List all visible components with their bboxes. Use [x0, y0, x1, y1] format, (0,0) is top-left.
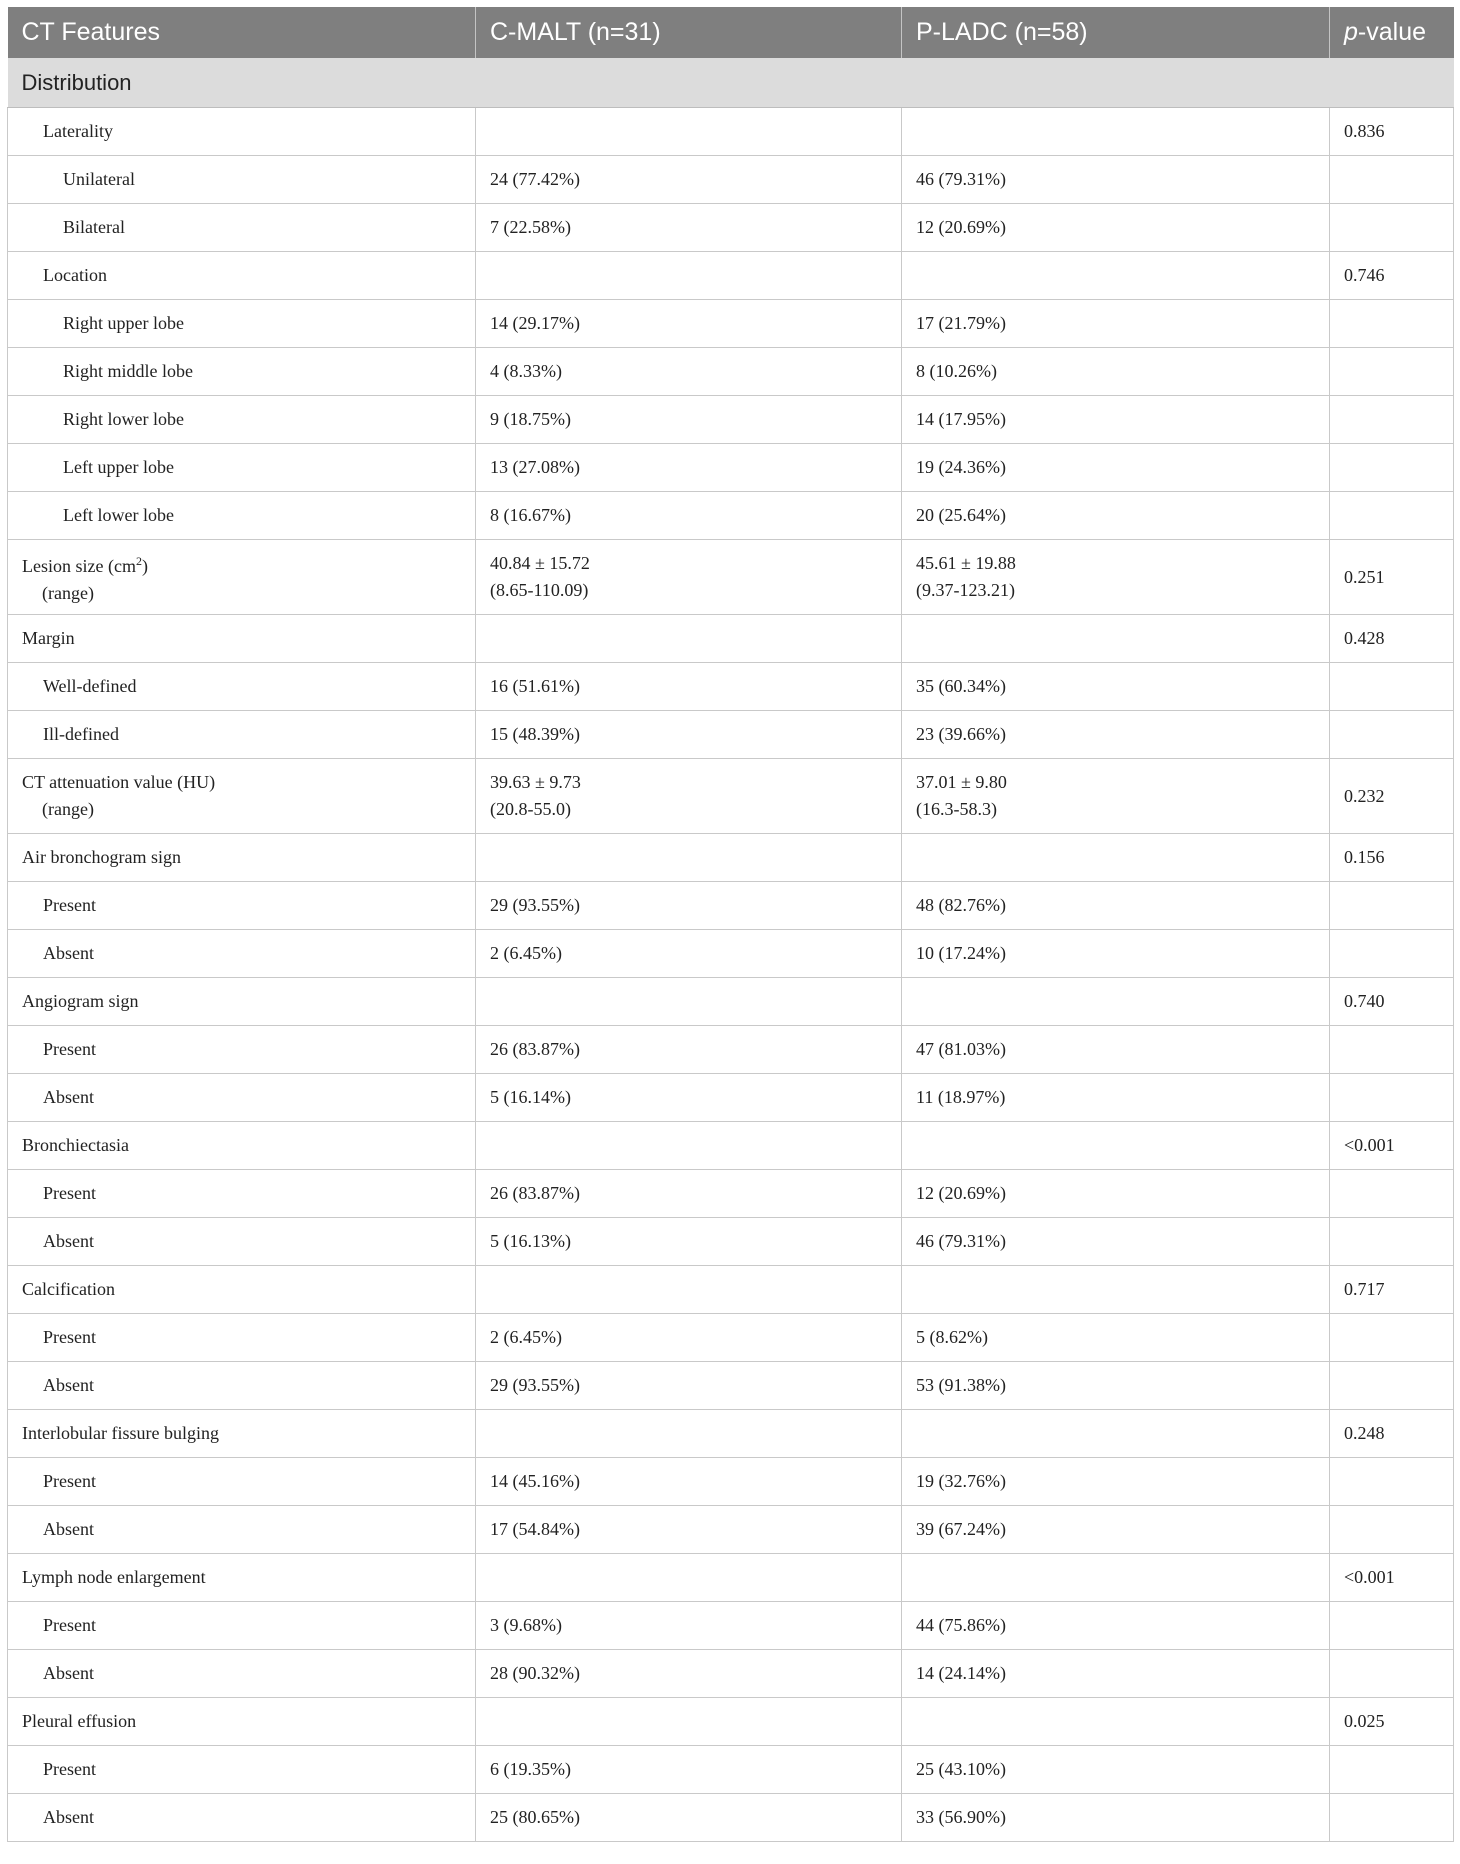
c-malt-cell — [476, 108, 902, 156]
p-ladc-cell: 19 (24.36%) — [902, 444, 1330, 492]
c-malt-cell — [476, 252, 902, 300]
row-label-line2: (range) — [42, 582, 94, 603]
p-value-cell: 0.746 — [1330, 252, 1454, 300]
p-ladc-cell: 14 (24.14%) — [902, 1650, 1330, 1698]
p-value-cell: <0.001 — [1330, 1554, 1454, 1602]
row-label-line1: CT attenuation value (HU) — [22, 772, 216, 792]
p-value-cell — [1330, 1170, 1454, 1218]
c-malt-cell: 29 (93.55%) — [476, 882, 902, 930]
c-malt-cell: 2 (6.45%) — [476, 1314, 902, 1362]
label-superscript: 2 — [135, 553, 142, 568]
table-row — [8, 540, 1454, 615]
c-malt-cell — [476, 1410, 902, 1458]
header-p-value — [1330, 7, 1454, 58]
p-value-cell — [1330, 1794, 1454, 1842]
table-row — [8, 1026, 1454, 1074]
table-row — [8, 1794, 1454, 1842]
p-ladc-cell: 19 (32.76%) — [902, 1458, 1330, 1506]
p-ladc-cell: 10 (17.24%) — [902, 930, 1330, 978]
c-malt-cell: 15 (48.39%) — [476, 711, 902, 759]
row-label: Absent — [8, 1074, 476, 1122]
row-label: Absent — [8, 1506, 476, 1554]
c-malt-cell — [476, 1554, 902, 1602]
p-ladc-cell — [902, 1698, 1330, 1746]
c-malt-cell: 24 (77.42%) — [476, 156, 902, 204]
row-label: Absent — [8, 1218, 476, 1266]
p-ladc-cell: 25 (43.10%) — [902, 1746, 1330, 1794]
table-row — [8, 1170, 1454, 1218]
table-row — [8, 1458, 1454, 1506]
c-malt-cell: 25 (80.65%) — [476, 1794, 902, 1842]
p-value-cell: 0.156 — [1330, 834, 1454, 882]
p-value-cell — [1330, 1602, 1454, 1650]
p-value-cell: 0.717 — [1330, 1266, 1454, 1314]
c-malt-cell — [476, 1266, 902, 1314]
c-malt-cell: 5 (16.13%) — [476, 1218, 902, 1266]
c-malt-cell — [476, 1698, 902, 1746]
c-malt-cell: 8 (16.67%) — [476, 492, 902, 540]
p-ladc-cell: 48 (82.76%) — [902, 882, 1330, 930]
table-row — [8, 348, 1454, 396]
p-value-cell — [1330, 1458, 1454, 1506]
p-value-cell — [1330, 711, 1454, 759]
table-row — [8, 1314, 1454, 1362]
row-label: Absent — [8, 930, 476, 978]
table-row — [8, 252, 1454, 300]
row-label: Bilateral — [8, 204, 476, 252]
row-label: Present — [8, 882, 476, 930]
p-value-cell: 0.248 — [1330, 1410, 1454, 1458]
p-ladc-cell — [902, 1410, 1330, 1458]
value-line2: (16.3-58.3) — [916, 799, 997, 819]
row-label: Present — [8, 1026, 476, 1074]
section-title: Distribution — [8, 58, 1454, 108]
table-row — [8, 1650, 1454, 1698]
p-ladc-cell — [902, 540, 1330, 615]
row-label: Absent — [8, 1794, 476, 1842]
p-ladc-cell — [902, 108, 1330, 156]
ct-features-table-wrapper — [7, 7, 1453, 1842]
p-value-cell — [1330, 348, 1454, 396]
table-row — [8, 204, 1454, 252]
p-ladc-cell: 12 (20.69%) — [902, 204, 1330, 252]
c-malt-cell: 16 (51.61%) — [476, 663, 902, 711]
c-malt-cell: 29 (93.55%) — [476, 1362, 902, 1410]
p-ladc-cell — [902, 759, 1330, 834]
row-label: Absent — [8, 1362, 476, 1410]
p-ladc-cell: 47 (81.03%) — [902, 1026, 1330, 1074]
p-value-cell: 0.232 — [1330, 759, 1454, 834]
p-ladc-cell — [902, 1266, 1330, 1314]
p-value-cell — [1330, 1218, 1454, 1266]
p-value-cell: <0.001 — [1330, 1122, 1454, 1170]
p-value-cell — [1330, 882, 1454, 930]
p-ladc-cell: 12 (20.69%) — [902, 1170, 1330, 1218]
table-row — [8, 1122, 1454, 1170]
c-malt-cell: 3 (9.68%) — [476, 1602, 902, 1650]
row-label: Right lower lobe — [8, 396, 476, 444]
table-row — [8, 1698, 1454, 1746]
row-label: Calcification — [8, 1266, 476, 1314]
c-malt-cell — [476, 1122, 902, 1170]
table-row — [8, 1746, 1454, 1794]
p-ladc-cell: 44 (75.86%) — [902, 1602, 1330, 1650]
row-label: Absent — [8, 1650, 476, 1698]
value-line1: 39.63 ± 9.73 — [490, 772, 581, 792]
c-malt-cell — [476, 759, 902, 834]
value-line2: (9.37-123.21) — [916, 580, 1015, 600]
table-row — [8, 930, 1454, 978]
row-label: Angiogram sign — [8, 978, 476, 1026]
header-c-malt: C-MALT (n=31) — [476, 7, 902, 58]
c-malt-cell — [476, 540, 902, 615]
header-ct-features: CT Features — [8, 7, 476, 58]
p-value-cell — [1330, 1074, 1454, 1122]
p-value-cell — [1330, 930, 1454, 978]
c-malt-cell: 5 (16.14%) — [476, 1074, 902, 1122]
p-value-cell — [1330, 1026, 1454, 1074]
ct-features-table — [7, 7, 1454, 1842]
p-value-cell: 0.025 — [1330, 1698, 1454, 1746]
header-p-italic: p — [1344, 18, 1358, 46]
p-value-cell: 0.428 — [1330, 615, 1454, 663]
row-label: Left upper lobe — [8, 444, 476, 492]
p-ladc-cell: 8 (10.26%) — [902, 348, 1330, 396]
row-label: Right upper lobe — [8, 300, 476, 348]
p-value-cell — [1330, 300, 1454, 348]
label-text-end: ) — [141, 555, 148, 576]
row-label: Present — [8, 1602, 476, 1650]
p-ladc-cell: 23 (39.66%) — [902, 711, 1330, 759]
row-label: Present — [8, 1458, 476, 1506]
row-label — [8, 540, 476, 615]
table-row — [8, 108, 1454, 156]
c-malt-cell: 28 (90.32%) — [476, 1650, 902, 1698]
c-malt-cell: 4 (8.33%) — [476, 348, 902, 396]
table-row — [8, 615, 1454, 663]
c-malt-cell: 26 (83.87%) — [476, 1170, 902, 1218]
c-malt-cell: 14 (29.17%) — [476, 300, 902, 348]
row-label — [8, 759, 476, 834]
p-value-cell — [1330, 1650, 1454, 1698]
row-label: Present — [8, 1314, 476, 1362]
p-ladc-cell — [902, 252, 1330, 300]
header-p-ladc: P-LADC (n=58) — [902, 7, 1330, 58]
p-value-cell — [1330, 1314, 1454, 1362]
c-malt-cell — [476, 615, 902, 663]
c-malt-cell — [476, 834, 902, 882]
row-label: Well-defined — [8, 663, 476, 711]
p-ladc-cell: 33 (56.90%) — [902, 1794, 1330, 1842]
p-value-cell: 0.251 — [1330, 540, 1454, 615]
table-row — [8, 156, 1454, 204]
label-text: Lesion size (cm — [22, 555, 136, 576]
value-line1: 37.01 ± 9.80 — [916, 772, 1007, 792]
row-label: Margin — [8, 615, 476, 663]
p-ladc-cell — [902, 1122, 1330, 1170]
row-label: Air bronchogram sign — [8, 834, 476, 882]
row-label: Bronchiectasia — [8, 1122, 476, 1170]
p-value-cell: 0.836 — [1330, 108, 1454, 156]
p-ladc-cell: 20 (25.64%) — [902, 492, 1330, 540]
table-row — [8, 759, 1454, 834]
row-label: Pleural effusion — [8, 1698, 476, 1746]
p-value-cell: 0.740 — [1330, 978, 1454, 1026]
c-malt-cell: 26 (83.87%) — [476, 1026, 902, 1074]
section-row — [8, 58, 1454, 108]
p-ladc-cell: 14 (17.95%) — [902, 396, 1330, 444]
p-value-cell — [1330, 1506, 1454, 1554]
table-row — [8, 1554, 1454, 1602]
c-malt-cell: 13 (27.08%) — [476, 444, 902, 492]
c-malt-cell: 17 (54.84%) — [476, 1506, 902, 1554]
p-value-cell — [1330, 492, 1454, 540]
row-label: Left lower lobe — [8, 492, 476, 540]
value-line1: 40.84 ± 15.72 — [490, 553, 590, 573]
table-row — [8, 663, 1454, 711]
table-row — [8, 1218, 1454, 1266]
c-malt-cell: 7 (22.58%) — [476, 204, 902, 252]
table-row — [8, 300, 1454, 348]
row-label: Ill-defined — [8, 711, 476, 759]
row-label-line1 — [22, 548, 475, 580]
p-value-cell — [1330, 444, 1454, 492]
p-value-cell — [1330, 663, 1454, 711]
p-ladc-cell — [902, 1554, 1330, 1602]
value-line2: (8.65-110.09) — [490, 580, 589, 600]
table-row — [8, 711, 1454, 759]
p-value-cell — [1330, 204, 1454, 252]
table-header-row — [8, 7, 1454, 58]
c-malt-cell — [476, 978, 902, 1026]
p-ladc-cell: 11 (18.97%) — [902, 1074, 1330, 1122]
c-malt-cell: 2 (6.45%) — [476, 930, 902, 978]
p-ladc-cell: 35 (60.34%) — [902, 663, 1330, 711]
p-value-cell — [1330, 396, 1454, 444]
p-ladc-cell: 46 (79.31%) — [902, 156, 1330, 204]
table-row — [8, 882, 1454, 930]
p-value-cell — [1330, 1746, 1454, 1794]
row-label: Right middle lobe — [8, 348, 476, 396]
row-label: Laterality — [8, 108, 476, 156]
table-row — [8, 1266, 1454, 1314]
p-ladc-cell — [902, 834, 1330, 882]
c-malt-cell: 6 (19.35%) — [476, 1746, 902, 1794]
c-malt-cell: 9 (18.75%) — [476, 396, 902, 444]
header-p-suffix: -value — [1357, 18, 1426, 46]
row-label: Lymph node enlargement — [8, 1554, 476, 1602]
p-ladc-cell: 5 (8.62%) — [902, 1314, 1330, 1362]
p-ladc-cell: 17 (21.79%) — [902, 300, 1330, 348]
table-row — [8, 396, 1454, 444]
table-row — [8, 1602, 1454, 1650]
row-label: Interlobular fissure bulging — [8, 1410, 476, 1458]
table-row — [8, 492, 1454, 540]
value-line1: 45.61 ± 19.88 — [916, 553, 1016, 573]
p-ladc-cell: 46 (79.31%) — [902, 1218, 1330, 1266]
table-row — [8, 444, 1454, 492]
table-row — [8, 1074, 1454, 1122]
value-line2: (20.8-55.0) — [490, 799, 571, 819]
p-value-cell — [1330, 156, 1454, 204]
table-row — [8, 834, 1454, 882]
table-row — [8, 1506, 1454, 1554]
p-ladc-cell — [902, 615, 1330, 663]
row-label: Present — [8, 1746, 476, 1794]
row-label: Location — [8, 252, 476, 300]
p-ladc-cell — [902, 978, 1330, 1026]
row-label: Unilateral — [8, 156, 476, 204]
table-row — [8, 1410, 1454, 1458]
p-ladc-cell: 53 (91.38%) — [902, 1362, 1330, 1410]
p-value-cell — [1330, 1362, 1454, 1410]
row-label: Present — [8, 1170, 476, 1218]
table-row — [8, 978, 1454, 1026]
c-malt-cell: 14 (45.16%) — [476, 1458, 902, 1506]
row-label-line2: (range) — [42, 799, 94, 819]
table-row — [8, 1362, 1454, 1410]
p-ladc-cell: 39 (67.24%) — [902, 1506, 1330, 1554]
